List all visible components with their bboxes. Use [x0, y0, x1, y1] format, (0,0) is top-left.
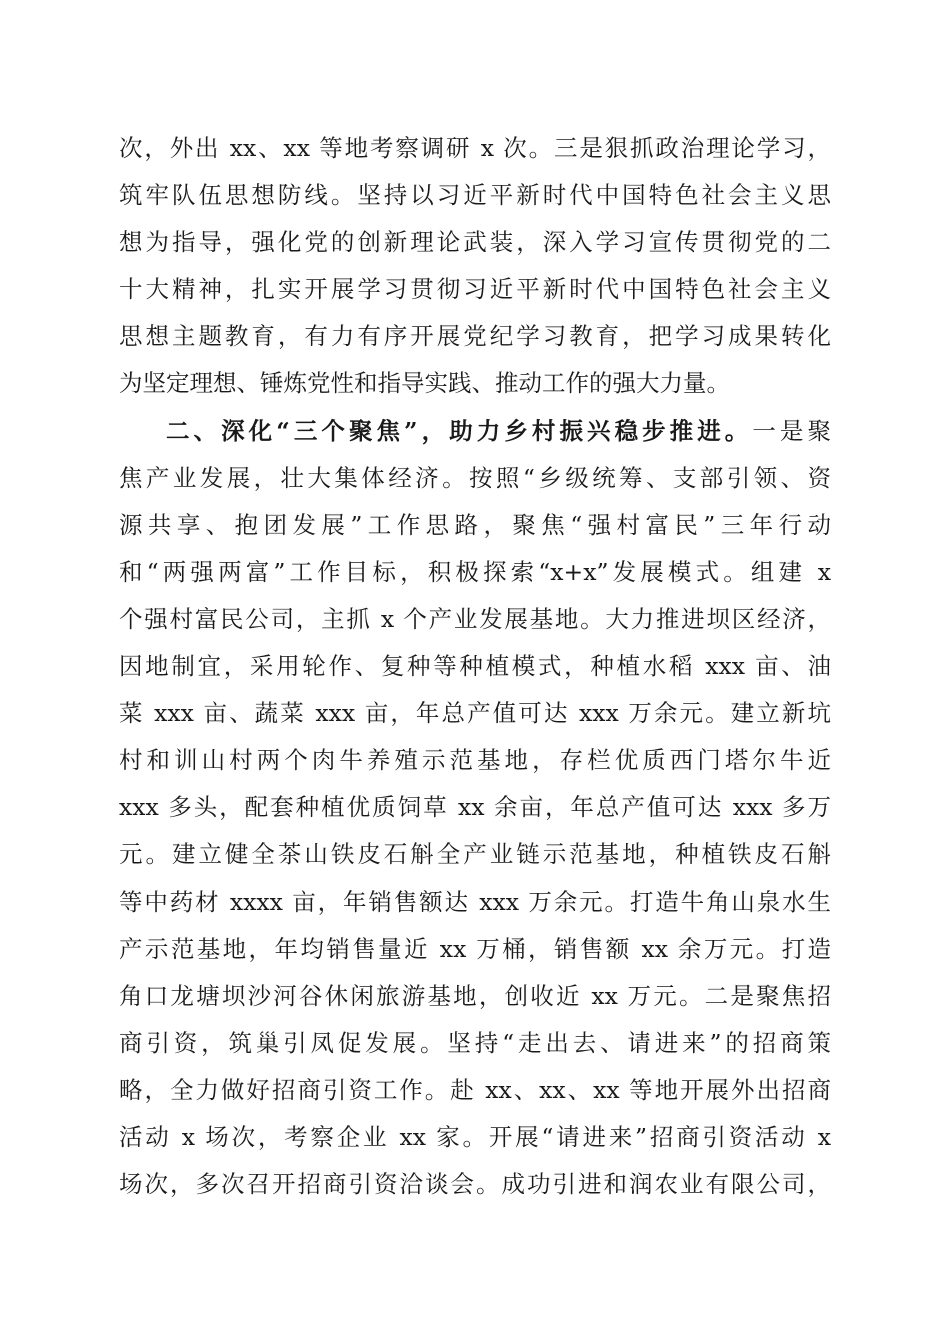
text-line: 角口龙塘坝沙河谷休闲旅游基地，创收近 xx 万元。二是聚焦招	[119, 981, 831, 1010]
section-heading-line	[119, 408, 831, 455]
text-line: 村和训山村两个肉牛养殖示范基地，存栏优质西门塔尔牛近	[119, 746, 831, 775]
text-line: 焦产业发展，壮大集体经济。按照“乡级统筹、支部引领、资	[119, 463, 831, 492]
document-body	[119, 125, 831, 1208]
section-heading: 二、深化“三个聚焦”，助力乡村振兴稳步推进。	[166, 416, 753, 445]
text-line: 源共享、抱团发展”工作思路，聚焦“强村富民”三年行动	[119, 510, 831, 539]
text-line: 次，外出 xx、xx 等地考察调研 x 次。三是狠抓政治理论学习，	[119, 134, 831, 162]
text-line: 活动 x 场次，考察企业 xx 家。开展“请进来”招商引资活动 x	[119, 1122, 831, 1151]
text-line: 想为指导，强化党的创新理论武装，深入学习宣传贯彻党的二	[119, 228, 831, 257]
text-line: 略，全力做好招商引资工作。赴 xx、xx、xx 等地开展外出招商	[119, 1075, 831, 1104]
text-line: 和“两强两富”工作目标，积极探索“x+x”发展模式。组建 x	[119, 557, 831, 586]
heading-line-rest: 一是聚	[752, 416, 831, 445]
text-line: xxx 多头，配套种植优质饲草 xx 余亩，年总产值可达 xxx 多万	[119, 793, 831, 822]
text-line: 因地制宜，采用轮作、复种等种植模式，种植水稻 xxx 亩、油	[119, 652, 831, 681]
text-line: 为坚定理想、锤炼党性和指导实践、推动工作的强大力量。	[119, 369, 730, 398]
text-line: 筑牢队伍思想防线。坚持以习近平新时代中国特色社会主义思	[119, 181, 831, 210]
text-line: 产示范基地，年均销售量近 xx 万桶，销售额 xx 余万元。打造	[119, 934, 831, 963]
text-line: 菜 xxx 亩、蔬菜 xxx 亩，年总产值可达 xxx 万余元。建立新坑	[119, 699, 831, 728]
text-line: 等中药材 xxxx 亩，年销售额达 xxx 万余元。打造牛角山泉水生	[119, 887, 831, 916]
text-line: 元。建立健全茶山铁皮石斛全产业链示范基地，种植铁皮石斛	[119, 840, 831, 869]
text-line: 思想主题教育，有力有序开展党纪学习教育，把学习成果转化	[119, 322, 831, 351]
text-line: 十大精神，扎实开展学习贯彻习近平新时代中国特色社会主义	[119, 275, 831, 304]
text-line: 商引资，筑巢引凤促发展。坚持“走出去、请进来”的招商策	[119, 1028, 831, 1057]
text-line: 个强村富民公司，主抓 x 个产业发展基地。大力推进坝区经济，	[119, 604, 831, 633]
text-line: 场次，多次召开招商引资洽谈会。成功引进和润农业有限公司，	[119, 1170, 831, 1199]
